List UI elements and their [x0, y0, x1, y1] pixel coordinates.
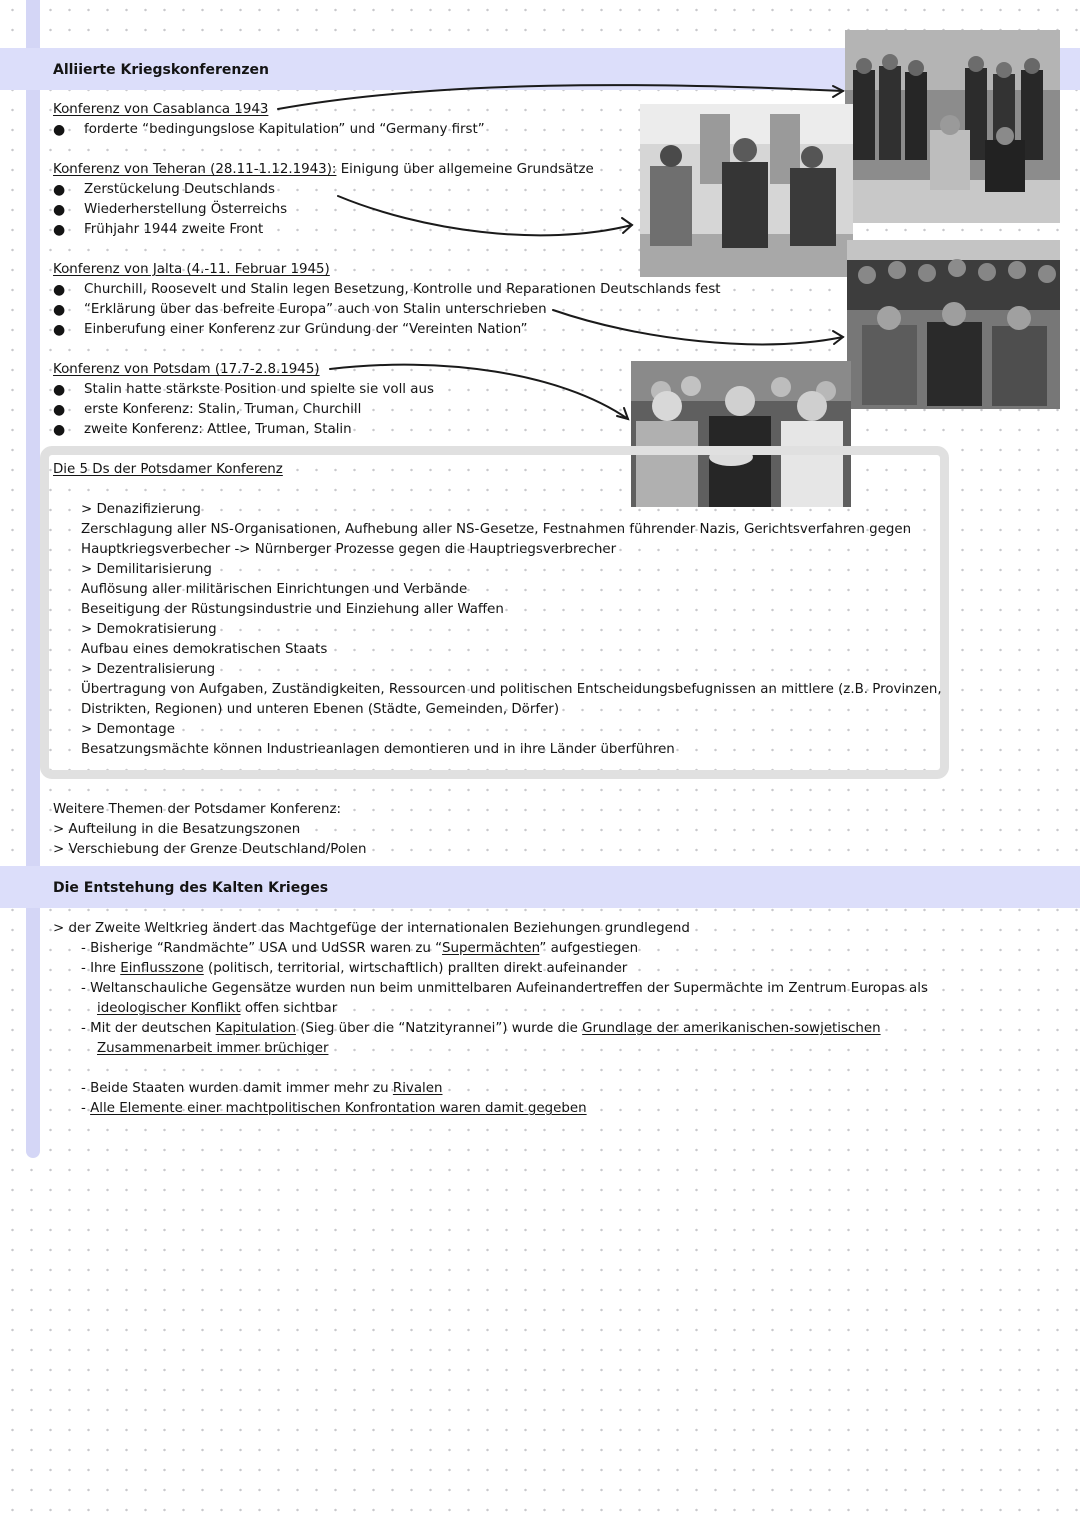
text: - Ihre	[81, 961, 121, 976]
kk-point-4	[81, 1019, 881, 1039]
jalta-bullet-2: “Erklärung über das befreite Europa” auch von Stalin unterschrieben	[84, 302, 547, 317]
kk-intro: > der Zweite Weltkrieg ändert das Machtgefüge der internationalen Beziehungen grundlegend	[53, 921, 690, 936]
casablanca-heading: Konferenz von Casablanca 1943	[53, 102, 269, 117]
bullet-dot: ●	[53, 282, 66, 298]
ideologischer-konflikt-term: ideologischer Konflikt	[97, 1001, 241, 1016]
kk-point-4-cont: Zusammenarbeit immer brüchiger	[97, 1041, 329, 1056]
box-line: Zerschlagung aller NS-Organisationen, Aufhebung aller NS-Gesetze, Festnahmen führender Nazis, Gerichtsverfahren gegen	[81, 522, 912, 537]
bullet-dot: ●	[53, 422, 66, 438]
text: -	[81, 1101, 91, 1116]
einflusszone-term: Einflusszone	[120, 961, 204, 976]
teheran-line	[53, 160, 594, 180]
potsdam-bullet-3: zweite Konferenz: Attlee, Truman, Stalin	[84, 422, 352, 437]
text: (politisch, territorial, wirtschaftlich) prallten direkt aufeinander	[203, 961, 628, 976]
casablanca-bullet-1: forderte “bedingungslose Kapitulation” und “Germany first”	[84, 122, 485, 137]
text: - Mit der deutschen	[81, 1021, 216, 1036]
box-line: Auflösung aller militärischen Einrichtungen und Verbände	[81, 582, 468, 597]
potsdam-heading: Konferenz von Potsdam (17.7-2.8.1945)	[53, 362, 320, 377]
text: ” aufgestiegen	[539, 941, 639, 956]
jalta-heading: Konferenz von Jalta (4.-11. Februar 1945)	[53, 262, 330, 277]
text: offen sichtbar	[240, 1001, 338, 1016]
kk-point-5	[81, 1079, 443, 1099]
box-line: Distrikten, Regionen) und unteren Ebenen (Städte, Gemeinden, Dörfer)	[81, 702, 560, 717]
rivalen-term: Rivalen	[392, 1081, 443, 1096]
bullet-dot: ●	[53, 202, 66, 218]
supermaechten-term: Supermächten	[442, 941, 540, 956]
bullet-dot: ●	[53, 222, 66, 238]
kk-point-1	[81, 939, 638, 959]
kk-point-2	[81, 959, 627, 979]
bullet-dot: ●	[53, 182, 66, 198]
bullet-dot: ●	[53, 402, 66, 418]
jalta-bullet-3: Einberufung einer Konferenz zur Gründung der “Vereinten Nation”	[84, 322, 528, 337]
further-item: > Verschiebung der Grenze Deutschland/Polen	[53, 842, 367, 857]
further-item: > Aufteilung in die Besatzungszonen	[53, 822, 301, 837]
box-line: Besatzungsmächte können Industrieanlagen demontieren und in ihre Länder überführen	[81, 742, 675, 757]
box-line: Übertragung von Aufgaben, Zuständigkeiten, Ressourcen und politischen Entscheidungsbefugnissen an mittlere (z.B. Provinzen,	[81, 682, 942, 697]
box-line: Hauptkriegsverbecher -> Nürnberger Prozesse gegen die Hauptriegsverbrecher	[81, 542, 617, 557]
section-title-kalter-krieg: Die Entstehung des Kalten Krieges	[53, 880, 329, 896]
kk-point-3-cont	[97, 999, 337, 1019]
box-line: Beseitigung der Rüstungsindustrie und Einziehung aller Waffen	[81, 602, 504, 617]
bullet-dot: ●	[53, 122, 66, 138]
box-line: Aufbau eines demokratischen Staats	[81, 642, 328, 657]
demokratisierung-heading: > Demokratisierung	[81, 622, 217, 637]
teheran-bullet-2: Wiederherstellung Österreichs	[84, 202, 288, 217]
jalta-bullet-1: Churchill, Roosevelt und Stalin legen Besetzung, Kontrolle und Reparationen Deutschlands fest	[84, 282, 721, 297]
kk-point-3: - Weltanschauliche Gegensätze wurden nun beim unmittelbaren Aufeinandertreffen der Supermächte im Zentrum Europas als	[81, 981, 928, 996]
demontage-heading: > Demontage	[81, 722, 175, 737]
further-heading: Weitere Themen der Potsdamer Konferenz:	[53, 802, 342, 817]
kk-point-6	[81, 1099, 587, 1119]
text: - Bisherige “Randmächte” USA und UdSSR waren zu “	[81, 941, 443, 956]
dezentralisierung-heading: > Dezentralisierung	[81, 662, 216, 677]
konfrontation-term: Alle Elemente einer machtpolitischen Konfrontation waren damit gegeben	[90, 1101, 587, 1116]
potsdam-bullet-2: erste Konferenz: Stalin, Truman, Churchill	[84, 402, 362, 417]
demilitarisierung-heading: > Demilitarisierung	[81, 562, 212, 577]
bullet-dot: ●	[53, 322, 66, 338]
teheran-bullet-1: Zerstückelung Deutschlands	[84, 182, 275, 197]
text: - Beide Staaten wurden damit immer mehr zu	[81, 1081, 393, 1096]
denazifizierung-heading: > Denazifizierung	[81, 502, 201, 517]
kapitulation-term: Kapitulation	[215, 1021, 296, 1036]
bullet-dot: ●	[53, 302, 66, 318]
grundlage-term: Grundlage der amerikanischen-sowjetischen	[582, 1021, 881, 1036]
section-title-alliierte: Alliierte Kriegskonferenzen	[53, 62, 269, 78]
teheran-bullet-3: Frühjahr 1944 zweite Front	[84, 222, 264, 237]
bullet-dot: ●	[53, 382, 66, 398]
text: (Sieg über die “Natzityrannei”) wurde die	[295, 1021, 583, 1036]
teheran-heading: Konferenz von Teheran (28.11-1.12.1943):	[53, 162, 337, 177]
five-ds-title: Die 5 Ds der Potsdamer Konferenz	[53, 462, 283, 477]
teheran-suffix: Einigung über allgemeine Grundsätze	[336, 162, 594, 177]
potsdam-bullet-1: Stalin hatte stärkste Position und spielte sie voll aus	[84, 382, 434, 397]
